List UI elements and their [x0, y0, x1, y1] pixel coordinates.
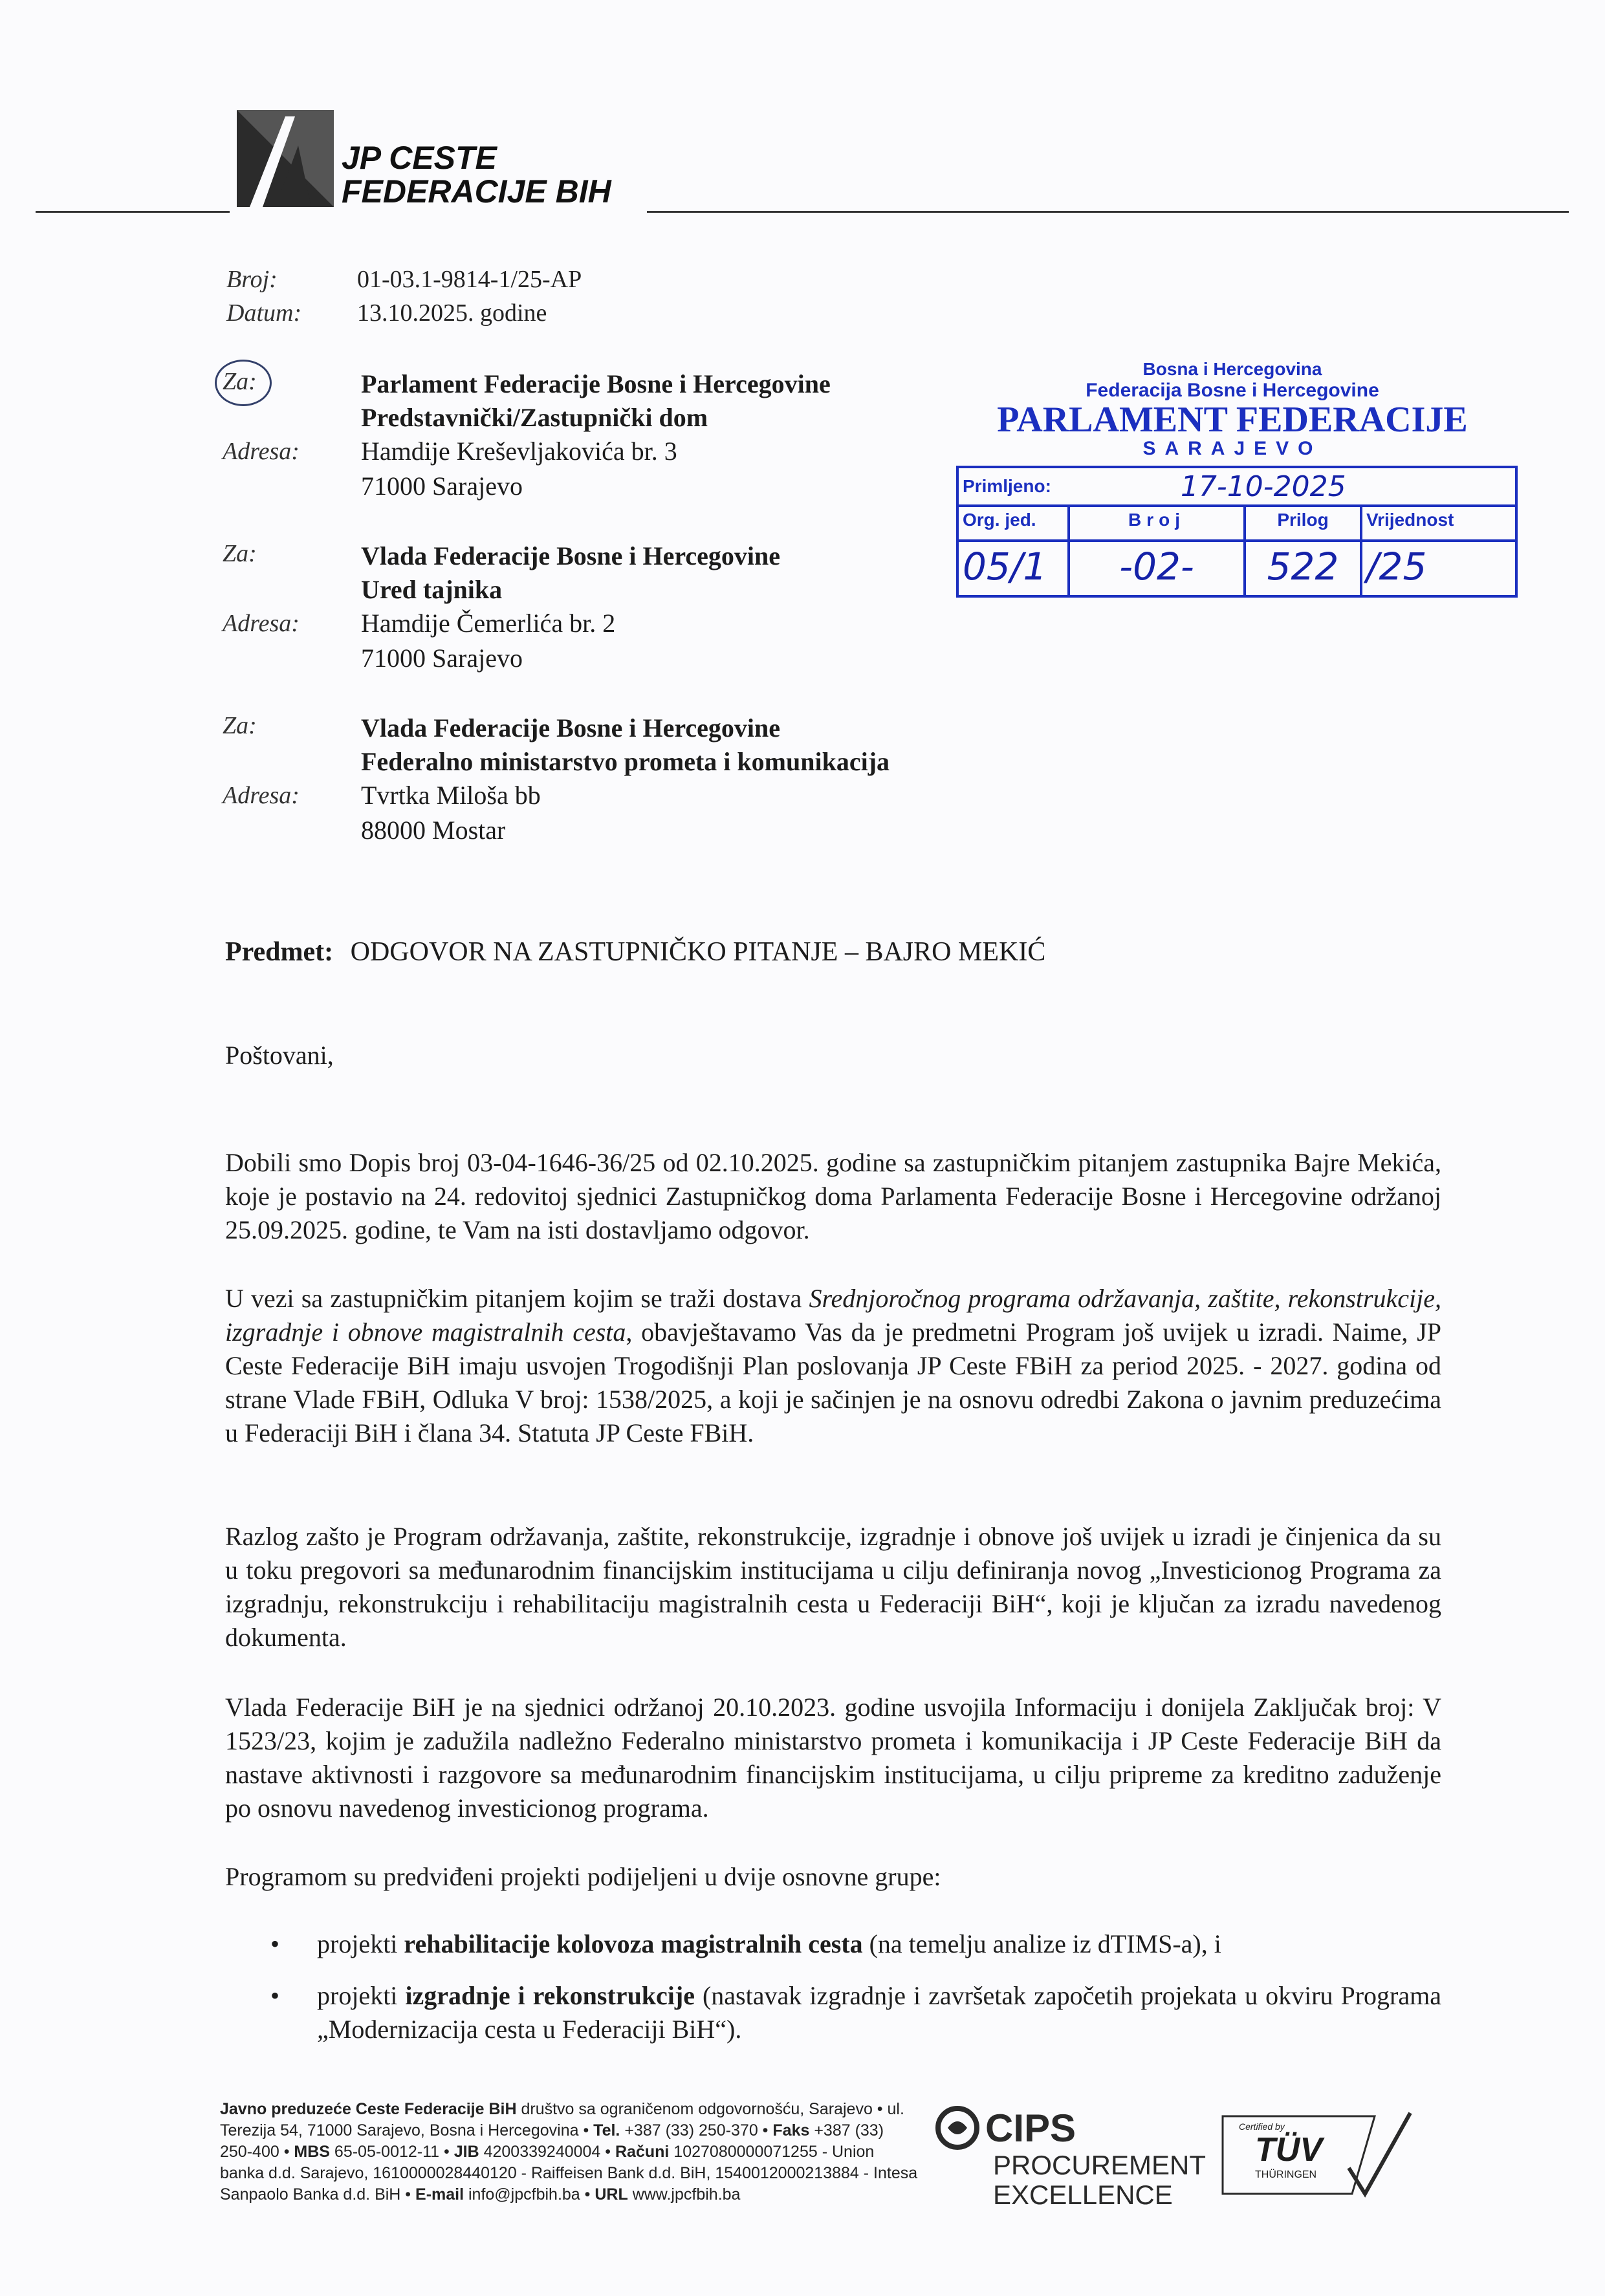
recipient-1-za-label: Za:	[223, 368, 257, 395]
recipient-2-addr-line2: 71000 Sarajevo	[361, 644, 523, 673]
stamp-val-prilog: 522	[1246, 542, 1362, 595]
stamp-col-prilog: Prilog	[1246, 507, 1362, 539]
recipient-2-name-line1: Vlada Federacije Bosne i Hercegovine	[361, 541, 781, 570]
stamp-table	[956, 466, 1518, 598]
recipient-1-addr-line2: 71000 Sarajevo	[361, 471, 523, 501]
recipient-1-name-line2: Predstavnički/Zastupnički dom	[361, 403, 708, 432]
cips-line1: PROCUREMENT	[993, 2150, 1206, 2180]
recipient-3-addr-line1: Tvrtka Miloša bb	[361, 781, 541, 810]
stamp-val-vrijednost: /25	[1366, 545, 1427, 589]
cips-logo	[935, 2105, 1206, 2210]
paragraph-5: Programom su predviđeni projekti podijeljeni u dvije osnovne grupe:	[225, 1862, 941, 1891]
broj-label: Broj:	[226, 266, 278, 293]
recipient-2-addr-line1: Hamdije Čemerlića br. 2	[361, 609, 616, 638]
footer-company-info: Javno preduzeće Ceste Federacije BiH društvo sa ograničenom odgovornošću, Sarajevo • ul. Terezija 54, 71000 Sarajevo, Bosna i Hercegovina • Tel. +387 (33) 250-370 • Faks +387 (33) 250-400 • MBS 65-05-0012-11 • JIB 4200339240004 • Računi 1027080000071255 - Union banka d.d. Sarajevo, 1610000028440120 - Raiffeisen Bank d.d. BiH, 1540012000213884 - Intesa Sanpaolo Banka d.d. BiH • E-mail info@jpcfbih.ba • URL www.jpcfbih.ba	[220, 2100, 918, 2204]
stamp-val-org: 05/1	[959, 542, 1070, 595]
tuv-name: TÜV	[1255, 2131, 1322, 2169]
stamp-val-broj: -02-	[1070, 542, 1246, 595]
tuv-certified-by: Certified by	[1239, 2121, 1285, 2132]
stamp-line3: PARLAMENT FEDERACIJE	[997, 400, 1468, 440]
logo-line2: FEDERACIJE BIH	[342, 173, 611, 210]
recipient-3-adresa-label: Adresa:	[223, 782, 300, 809]
recipient-1-name-line1: Parlament Federacije Bosne i Hercegovine	[361, 369, 831, 398]
stamp-col-org: Org. jed.	[959, 507, 1070, 539]
stamp-primljeno-label: Primljeno:	[963, 476, 1051, 496]
subject-line	[225, 937, 1045, 968]
stamp-line2: Federacija Bosne i Hercegovine	[1086, 380, 1379, 401]
footer-url: www.jpcfbih.ba	[628, 2185, 741, 2204]
stamp-line1: Bosna i Hercegovina	[1142, 359, 1322, 379]
paragraph-2: U vezi sa zastupničkim pitanjem kojim se traži dostava Srednjoročnog programa održavanja, zaštite, rekonstrukcije, izgradnje i obnove magistralnih cesta, obavještavamo Vas da je predmetni Program još uvijek u izradi. Naime, JP Ceste Federacije BiH imaju usvojen Trogodišnji Plan poslovanja JP Ceste FBiH za period 2025. - 2027. godina od strane Vlade FBiH, Odluka V broj: 1538/2025, a koji je sačinjen je na osnovu odredbi Zakona o javnim preduzećima u Federaciji BiH i člana 34. Statuta JP Ceste FBiH.	[225, 1284, 1441, 1447]
bullet-2: projekti izgradnje i rekonstrukcije (nastavak izgradnje i završetak započetih projekata u okviru Programa „Modernizacija cesta u Federaciji BiH“).	[317, 1981, 1441, 2044]
paragraph-4: Vlada Federacije BiH je na sjednici održanoj 20.10.2023. godine usvojila Informaciju i donijela Zaključak broj: V 1523/23, kojim je zadužila nadležno Federalno ministarstvo prometa i komunikacija i JP Ceste Federacije BiH da nastave aktivnosti i razgovore sa međunarodnim financijskim institucijama, u cilju pripreme za kreditno zaduženje po osnovu navedenog investicionog programa.	[225, 1693, 1441, 1823]
company-logo-text	[342, 141, 611, 208]
program-title: Srednjoročnog programa održavanja, zaštite, rekonstrukcije, izgradnje i obnove magistralnih cesta	[225, 1284, 1441, 1347]
footer-email: info@jpcfbih.ba •	[464, 2185, 591, 2204]
header-rule-left	[36, 211, 230, 213]
recipient-3-addr-line2: 88000 Mostar	[361, 816, 506, 845]
stamp-value-row	[959, 542, 1515, 595]
stamp-line4: SARAJEVO	[1142, 438, 1322, 459]
tuv-certification-mark	[1219, 2110, 1414, 2187]
recipient-3-name-line1: Vlada Federacije Bosne i Hercegovine	[361, 713, 781, 742]
tuv-region: THÜRINGEN	[1255, 2169, 1317, 2180]
subject-text: ODGOVOR NA ZASTUPNIČKO PITANJE – BAJRO MEKIĆ	[350, 937, 1046, 967]
recipient-2-name-line2: Ured tajnika	[361, 575, 503, 604]
stamp-col-vrijednost: Vrijednost	[1366, 510, 1454, 530]
datum-label: Datum:	[226, 299, 302, 327]
datum-value: 13.10.2025. godine	[357, 299, 547, 327]
stamp-col-broj: Broj	[1070, 507, 1246, 539]
paragraph-1: Dobili smo Dopis broj 03-04-1646-36/25 od 02.10.2025. godine sa zastupničkim pitanjem zastupnika Bajre Mekića, koje je postavio na 24. redovitoj sjednici Zastupničkog doma Parlamenta Federacije Bosne i Hercegovine održanoj 25.09.2025. godine, te Vam na isti dostavljamo odgovor.	[225, 1148, 1441, 1244]
stamp-header-row	[959, 507, 1515, 542]
greeting: Poštovani,	[225, 1041, 334, 1070]
bullet-1: projekti rehabilitacije kolovoza magistralnih cesta (na temelju analize iz dTIMS-a), i	[317, 1929, 1221, 1958]
recipient-3-za-label: Za:	[223, 712, 257, 739]
recipient-2-za-label: Za:	[223, 540, 257, 567]
cips-line2: EXCELLENCE	[993, 2180, 1173, 2210]
recipient-3-name-line2: Federalno ministarstvo prometa i komunikacija	[361, 747, 890, 776]
subject-label: Predmet:	[225, 937, 334, 967]
bullet-1-dot: •	[270, 1929, 280, 1958]
bullet-2-dot: •	[270, 1981, 280, 2010]
broj-value: 01-03.1-9814-1/25-AP	[357, 266, 582, 293]
stamp-primljeno-value: 17-10-2025	[1180, 470, 1346, 503]
cips-emblem-icon	[935, 2105, 980, 2150]
header-rule-right	[647, 211, 1569, 213]
stamp-primljeno-row	[959, 468, 1515, 507]
recipient-1-adresa-label: Adresa:	[223, 438, 300, 465]
paragraph-3: Razlog zašto je Program održavanja, zaštite, rekonstrukcije, izgradnje i obnove još uvijek u izradi je činjenica da su u toku pregovori sa međunarodnim financijskim institucijama u cilju definiranja novog „Investicionog Programa za izgradnju, rekonstrukciju i rehabilitaciju magistralnih cesta u Federaciji BiH“, koji je ključan za izradu navedenog dokumenta.	[225, 1522, 1441, 1652]
cips-name: CIPS	[985, 2106, 1076, 2150]
parliament-receipt-stamp	[951, 359, 1514, 589]
recipient-1-addr-line1: Hamdije Kreševljakovića br. 3	[361, 437, 677, 466]
company-logo-mark	[237, 110, 334, 207]
recipient-2-adresa-label: Adresa:	[223, 610, 300, 637]
logo-line1: JP CESTE	[342, 140, 497, 176]
